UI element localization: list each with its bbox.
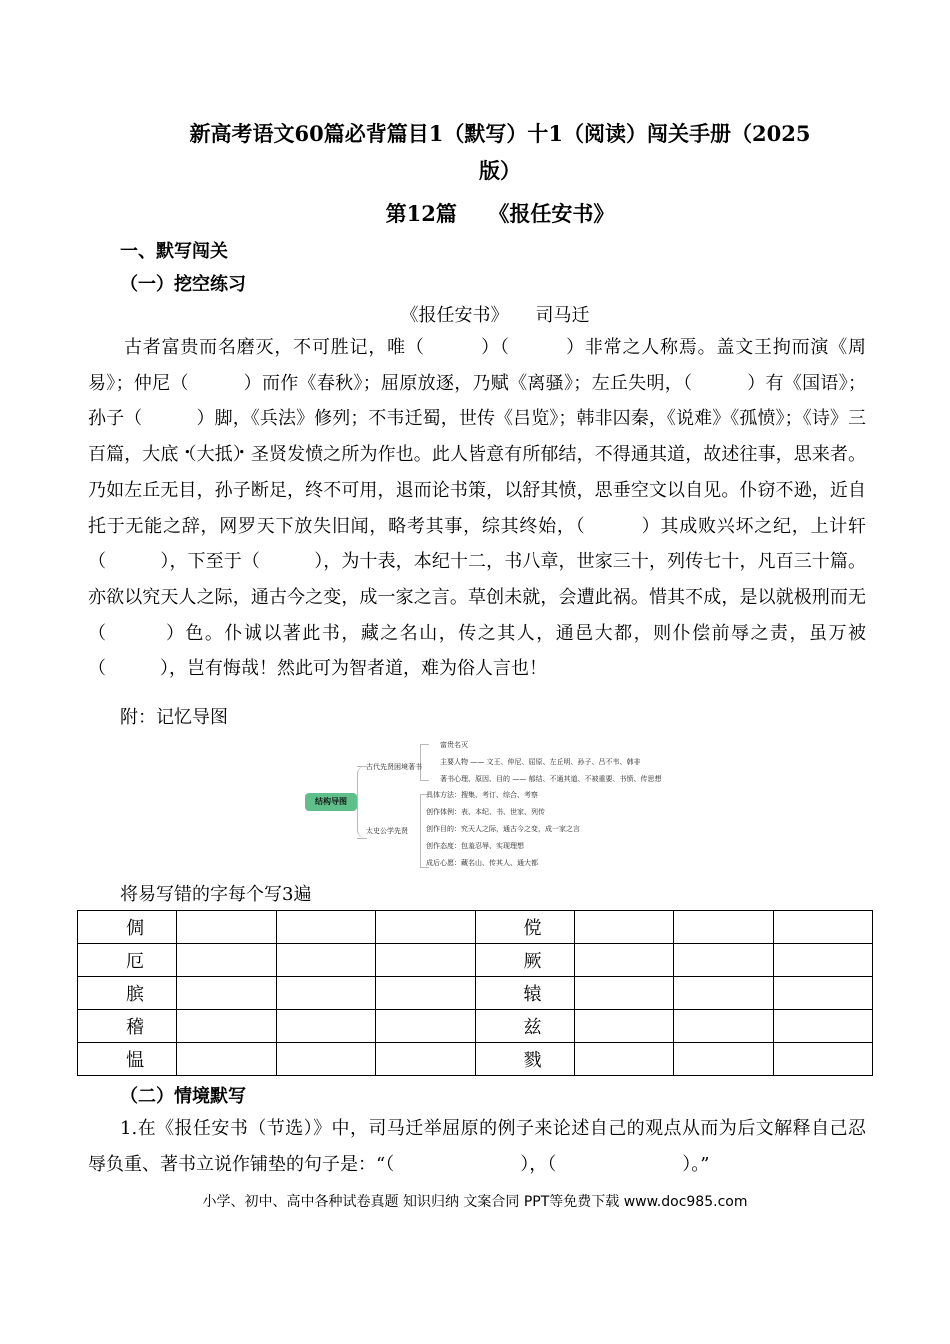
mindmap-leaf: 成后心愿：藏名山、传其人、通大都 (426, 859, 538, 867)
mindmap-leaf: 主要人物 —— 文王、仲尼、屈原、左丘明、孙子、吕不韦、韩非 (440, 758, 641, 766)
blank-cell[interactable] (276, 977, 375, 1010)
mindmap-leaf: 富贵名灭 (440, 741, 468, 749)
blank-cell[interactable] (376, 1043, 475, 1076)
blank-cell[interactable] (574, 1010, 673, 1043)
table-row (78, 1043, 873, 1076)
memory-mind-map (300, 736, 690, 874)
blank-cell[interactable] (773, 1043, 872, 1076)
char-cell: 戮 (475, 1043, 574, 1076)
blank-cell[interactable] (177, 911, 276, 944)
question-1: 1.在《报任安书（节选）》中，司马迁举屈原的例子来论述自己的观点从而为后文解释自己忍辱负重、著书立说作铺垫的句子是：“（ ），（ ）。” (88, 1118, 866, 1175)
char-cell: 兹 (475, 1010, 574, 1043)
blank-cell[interactable] (674, 911, 773, 944)
blank-cell[interactable] (773, 944, 872, 977)
blank-cell[interactable] (376, 944, 475, 977)
table-row (78, 944, 873, 977)
blank-cell[interactable] (674, 944, 773, 977)
blank-cell[interactable] (177, 1043, 276, 1076)
blank-cell[interactable] (574, 944, 673, 977)
page-footer: 小学、初中、高中各种试卷真题 知识归纳 文案合同 PPT等免费下载 www.doc985.com (202, 1194, 748, 1210)
blank-cell[interactable] (177, 977, 276, 1010)
passage-text: （大 (178, 444, 215, 466)
mindmap-branch-1: 古代先贤困境著书 (366, 763, 422, 771)
mindmap-branch-2: 太史公学先贤 (366, 827, 408, 835)
character-practice-table (77, 910, 873, 1076)
blank-cell[interactable] (177, 1010, 276, 1043)
blank-cell[interactable] (674, 977, 773, 1010)
mindmap-leaf: 创作态度：包羞忍辱、实现理想 (426, 842, 524, 850)
blank-cell[interactable] (574, 911, 673, 944)
passage-text: 古者富贵而名磨灭，不可胜记，唯（ ）（ ）非常之人称焉。盖文王拘而演《周易》；仲尼（ ）而作《春秋》；屈原放逐，乃赋《离骚》；左丘失明，（ ）有《国语》；孙子（ ）脚，《兵法》修列；不韦迁蜀，世传《吕览》；韩非囚秦，《说难》《孤愤》；《诗》三百篇，大 (88, 337, 866, 466)
subsection-heading-2: （二）情境默写 (120, 1086, 246, 1107)
blank-cell[interactable] (276, 944, 375, 977)
char-cell: 倜 (78, 911, 177, 944)
blank-cell[interactable] (574, 977, 673, 1010)
blank-cell[interactable] (376, 977, 475, 1010)
doc-title-line1: 新高考语文60篇必背篇目1（默写）十1（阅读）闯关手册（2025 (189, 121, 811, 146)
blank-cell[interactable] (276, 1043, 375, 1076)
section-heading: 一、默写闯关 (120, 241, 228, 262)
blank-cell[interactable] (674, 1010, 773, 1043)
char-cell: 傥 (475, 911, 574, 944)
poem-title-author: 《报任安书》 司马迁 (400, 305, 590, 326)
blank-cell[interactable] (773, 977, 872, 1010)
table-row (78, 977, 873, 1010)
table-row (78, 911, 873, 944)
char-cell: 厄 (78, 944, 177, 977)
blank-cell[interactable] (773, 911, 872, 944)
appendix-label: 附：记忆导图 (120, 707, 228, 728)
mindmap-leaf: 著书心理、原因、目的 —— 郁结、不通其道、不被重要、书愤、传思想 (440, 775, 662, 783)
char-cell: 厥 (475, 944, 574, 977)
emphasis-char: 底 (160, 444, 179, 466)
mindmap-leaf: 创作体例：表、本纪、书、世家、列传 (426, 808, 545, 816)
mindmap-leaf: 具体方法：搜集、考订、综合、考察 (426, 791, 538, 799)
blank-cell[interactable] (276, 1010, 375, 1043)
mindmap-leaf: 创作目的：究天人之际，通古今之变，成一家之言 (426, 825, 580, 833)
practice-instruction: 将易写错的字每个写3遍 (120, 884, 312, 905)
blank-cell[interactable] (177, 944, 276, 977)
doc-subtitle: 第12篇 《报任安书》 (385, 201, 615, 226)
blank-cell[interactable] (276, 911, 375, 944)
doc-title-line2: 版） (479, 158, 521, 183)
char-cell: 膑 (78, 977, 177, 1010)
subsection-heading-1: （一）挖空练习 (120, 274, 246, 295)
blank-cell[interactable] (376, 1010, 475, 1043)
blank-cell[interactable] (376, 911, 475, 944)
char-cell: 稽 (78, 1010, 177, 1043)
char-cell: 愠 (78, 1043, 177, 1076)
blank-cell[interactable] (674, 1043, 773, 1076)
blank-cell[interactable] (773, 1010, 872, 1043)
blank-cell[interactable] (574, 1043, 673, 1076)
fill-in-passage (88, 330, 866, 687)
passage-text: ）圣贤发愤之所为作也。此人皆意有所郁结，不得通其道，故述往事，思来者。乃如左丘无目，孙子断足，终不可用，退而论书策，以舒其愤，思垂空文以自见。仆窃不逊，近自托于无能之辞，网罗天下放失旧闻，略考其事，综其终始，（ ）其成败兴坏之纪，上计轩（ ），下至于（ ），为十表，本纪十二，书八章，世家三十，列传七十，凡百三十篇。亦欲以究天人之际，通古今之变，成一家之言。草创未就，会遭此祸。惜其不成，是以就极刑而无（ ）色。仆诚以著此书，藏之名山，传之其人，通邑大都，则仆偿前辱之责，虽万被（ ），岂有悔哉！然此可为智者道，难为俗人言也！ (88, 444, 867, 680)
mindmap-root: 结构导图 (305, 793, 357, 811)
table-row (78, 1010, 873, 1043)
mindmap-connector (357, 838, 367, 839)
emphasis-char: 抵 (214, 444, 233, 466)
char-cell: 辕 (475, 977, 574, 1010)
